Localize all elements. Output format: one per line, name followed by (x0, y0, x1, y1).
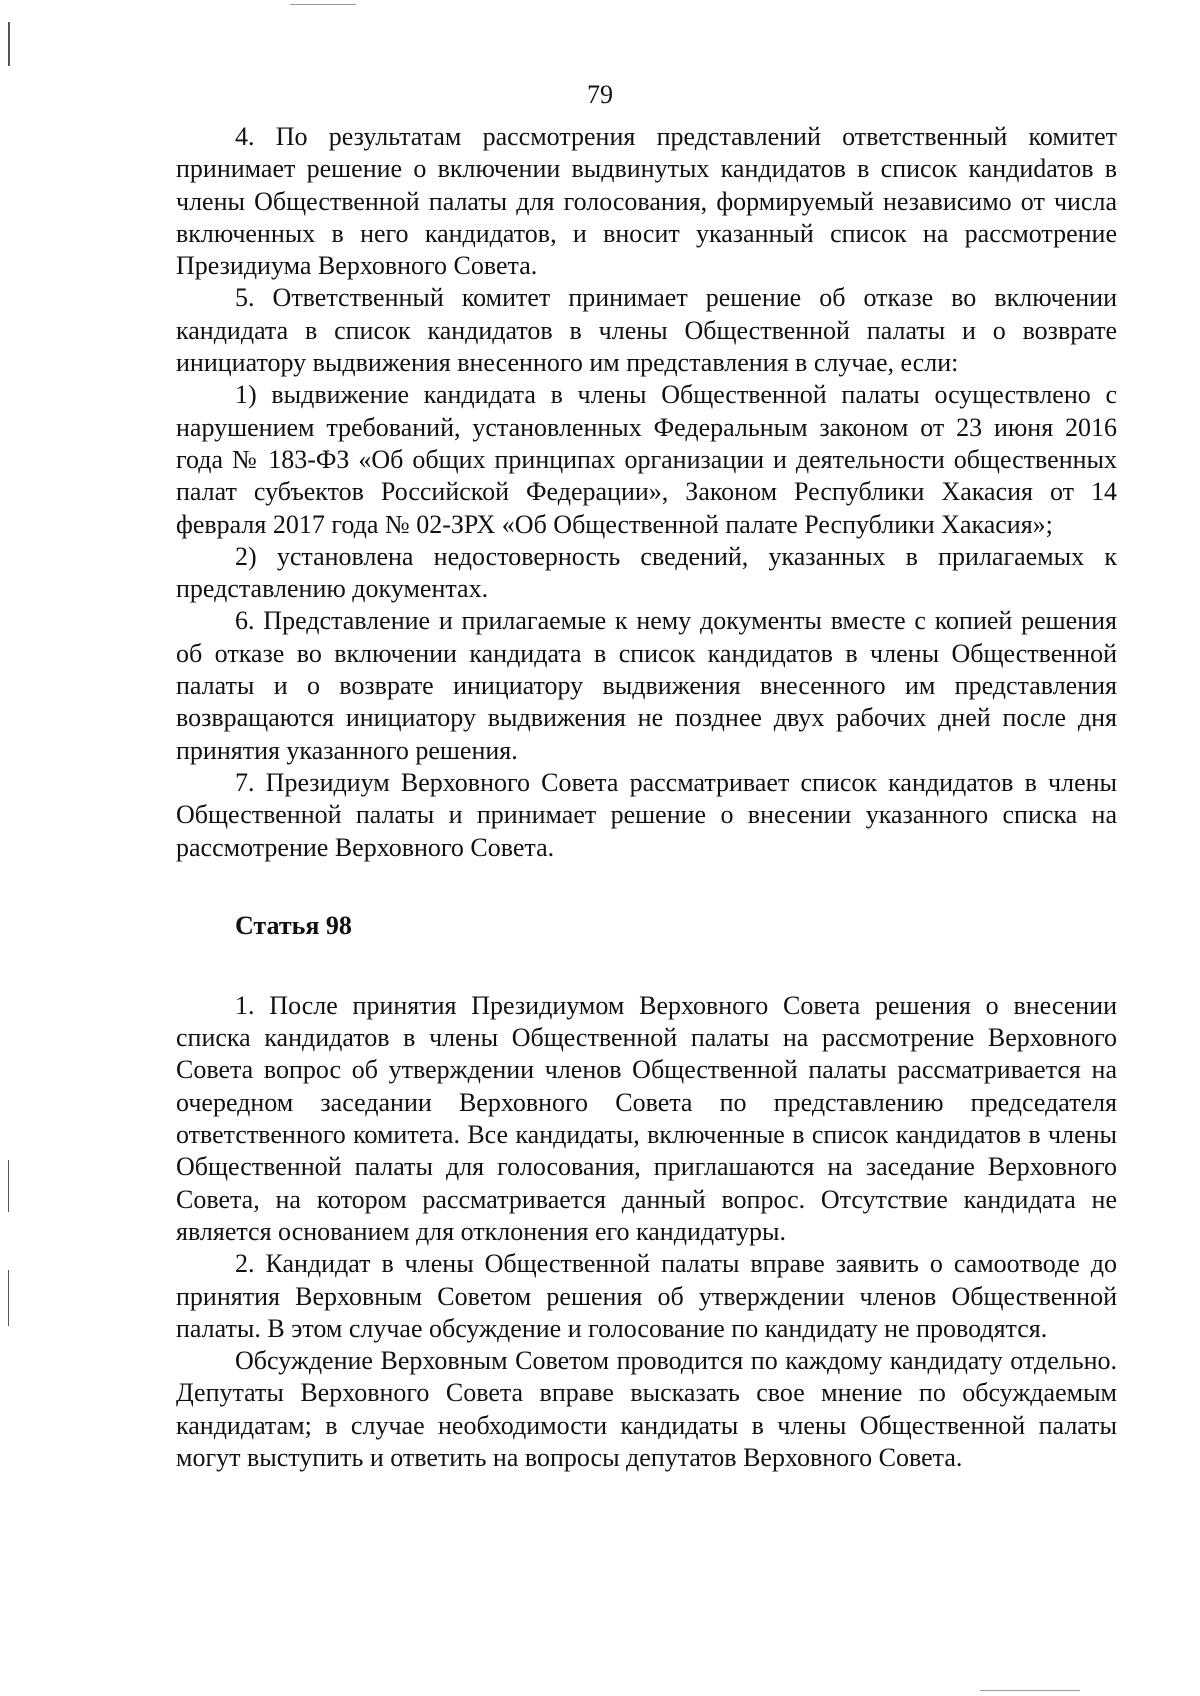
article-heading: Статья 98 (235, 910, 352, 940)
article-98-clause-2: 2. Кандидат в члены Общественной палаты вправе заявить о самоотводе до принятия Верховным Советом решения об утверждении членов Общественной палаты. В этом случае обсуждение и голосование по кандидату не проводятся. (176, 1249, 1117, 1343)
paragraph-4-clause: 4. По результатам рассмотрения представлений ответственный комитет принимает решение о включении выдвинутых кандидатов в список кандиdатов в члены Общественной палаты для голосования, формируемый независимо от числа включенных в него кандидатов, и вносит указанный список на рассмотрение Президиума Верховного Совета. (176, 122, 1117, 281)
paragraph-5-clause: 5. Ответственный комитет принимает решение об отказе во включении кандидата в список кандидатов в члены Общественной палаты и о возврате инициатору выдвижения внесенного им представления в случае, если: (176, 283, 1117, 378)
scan-top-rule (290, 4, 356, 5)
page-number: 79 (587, 80, 613, 109)
scan-edge-mark-middle (8, 1160, 9, 1212)
subclause-2: 2) установлена недостоверность сведений, указанных в прилагаемых к представлению документах. (176, 541, 1117, 604)
document-body (176, 121, 1117, 1474)
paragraph-7-clause: 7. Президиум Верховного Совета рассматривает список кандидатов в члены Общественной палаты и принимает решение о внесении указанного списка на рассмотрение Верховного Совета. (176, 767, 1117, 862)
scan-bottom-rule (980, 1690, 1080, 1691)
subclause-1: 1) выдвижение кандидата в члены Общественной палаты осуществлено с нарушением требований, установленных Федеральным законом от 23 июня 2016 года № 183-ФЗ «Об общих принципах организации и деятельности общественных палат субъектов Российской Федерации», Законом Республики Хакасия от 14 февраля 2017 года № 02-ЗРХ «Об Общественной палате Республики Хакасия»; (176, 380, 1117, 539)
scan-edge-mark-bottom (8, 1270, 9, 1326)
paragraph-6-clause: 6. Представление и прилагаемые к нему документы вместе с копией решения об отказе во включении кандидата в список кандидатов в члены Общественной палаты и о возврате инициатору выдвижения внесенного им представления возвращаются инициатору выдвижения не позднее двух рабочих дней после дня принятия указанного решения. (176, 606, 1117, 765)
article-98-discussion-clause: Обсуждение Верховным Советом проводится по каждому кандидату отдельно. Депутаты Верховного Совета вправе высказать свое мнение по обсуждаемым кандидатам; в случае необходимости кандидаты в члены Общественной палаты могут выступить и ответить на вопросы депутатов Верховного Совета. (176, 1346, 1117, 1472)
scan-edge-mark-top (8, 22, 10, 66)
article-98-clause-1: 1. После принятия Президиумом Верховного Совета решения о внесении списка кандидатов в члены Общественной палаты на рассмотрение Верховного Совета вопрос об утверждении членов Общественной палаты рассматривается на очередном заседании Верховного Совета по представлению председателя ответственного комитета. Все кандидаты, включенные в список кандидатов в члены Общественной палаты для голосования, приглашаются на заседание Верховного Совета, на котором рассматривается данный вопрос. Отсутствие кандидата не является основанием для отклонения его кандидатуры. (176, 990, 1117, 1246)
